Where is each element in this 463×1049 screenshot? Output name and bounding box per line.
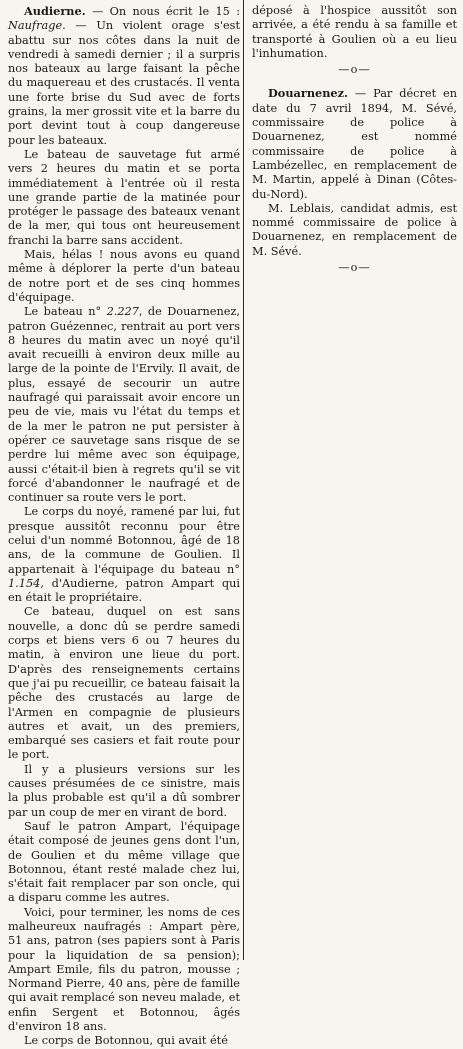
- p4-text-a: Le bateau n°: [24, 305, 107, 319]
- paragraph-victims: Voici, pour terminer, les noms de ces malheureux naufragés : Ampart père, 51 ans, patron (ses papiers sont à Paris pour la liquidation de sa pension); Ampart Emile, fils du patron, mousse ; Normand Pierre, 40 ans, père de famille qui avait remplacé son neveu malade, et enfin Sergent et Botonnou, âgés d'environ 18 ans.: [8, 905, 240, 1034]
- audierne-heading: Audierne.: [24, 4, 86, 18]
- leblais-paragraph: M. Leblais, candidat admis, est nommé commissaire de police à Douarnenez, en remplacement de M. Sévé.: [252, 201, 457, 258]
- paragraph-loss: Mais, hélas ! nous avons eu quand même à déplorer la perte d'un bateau de notre port et de ses cinq hommes d'équipage.: [8, 248, 240, 304]
- douarnenez-text: — Par décret en date du 7 avril 1894, M. Sévé, commissaire de police à Douarnenez, est nommé commissaire de police à Lambézellec, en remplacement de M. Martin, appelé à Dinan (Côtes-du-Nord).: [252, 87, 457, 201]
- audierne-text: . — Un violent orage s'est abattu sur nos côtes dans la nuit de vendredi à samedi dernier ; il a surpris nos bateaux au large faisant la pêche du maquereau et des crustacés. Il venta une forte brise du Sud avec de forts grains, la mer grossit vite et la barre du port devint tout à coup dangereuse pour les bateaux.: [8, 19, 240, 147]
- paragraph-botonnou: Le corps de Botonnou, qui avait été: [24, 1034, 228, 1048]
- column-divider: [243, 0, 244, 960]
- boat-number-2227: 2.227: [106, 305, 139, 319]
- paragraph-boat-2227: [8, 305, 240, 505]
- left-column: [8, 4, 240, 1049]
- paragraph-boat-lost: Ce bateau, duquel on est sans nouvelle, a donc dû se perdre samedi corps et biens vers 6 ou 7 heures du matin, à environ une lieue du port. D'après des renseignements certains que j'ai pu recueillir, ce bateau faisait la pêche des crustacés au large de l'Armen en compagnie de plusieurs autres et avait, un des premiers, embarqué ses casiers et fait route pour le port.: [8, 605, 240, 762]
- douarnenez-heading: Douarnenez.: [268, 86, 348, 101]
- paragraph-lifeboat: Le bateau de sauvetage fut armé vers 2 heures du matin et se porta immédiatement à l'entrée où il resta une grande partie de la matinée pour protéger le passage des bateaux venant de la mer, qui tous ont heureusement franchi la barre sans accident.: [8, 147, 240, 247]
- paragraph-body-found: [8, 505, 240, 605]
- naufrage-subtitle: Naufrage: [8, 19, 63, 33]
- boat-number-1154: 1.154: [8, 576, 41, 590]
- audierne-dateline: — On nous écrit le 15 :: [85, 5, 240, 18]
- continuation-paragraph: déposé à l'hospice aussitôt son arrivée, a été rendu à sa famille et transporté à Goulien où a eu lieu l'inhumation.: [252, 4, 457, 60]
- right-column: [252, 4, 457, 279]
- p4-text-b: , de Douarnenez, patron Guézennec, rentrait au port vers 8 heures du matin avec un noyé qu'il avait recueilli à environ deux mille au large de la pointe de l'Ervily. Il avait, de plus, essayé de secourir un autre naufragé qui paraissait avoir encore un peu de vie, mais vu l'état du temps et de la mer le patron ne put persister à opérer ce sauvetage sans risque de se perdre lui même avec son équipage, aussi c'était-il bien à regrets qu'il se vit forcé d'abandonner le naufragé et de continuer sa route vers le port.: [8, 305, 240, 505]
- paragraph-causes: Il y a plusieurs versions sur les causes présumées de ce sinistre, mais la plus probable est qu'il a dû sombrer par un coup de mer en virant de bord.: [8, 762, 240, 819]
- p5-text-b: , d'Audierne, patron Ampart qui en était le propriétaire.: [8, 576, 240, 605]
- douarnenez-paragraph: [252, 86, 457, 201]
- paragraph-crew: Sauf le patron Ampart, l'équipage était composé de jeunes gens dont l'un, de Goulien et du même village que Botonnou, étant resté malade chez lui, s'était fait remplacer par son oncle, qui a disparu comme les autres.: [8, 819, 240, 905]
- separator-end: —o—: [338, 261, 371, 275]
- p5-text-a: Le corps du noyé, ramené par lui, fut presque aussitôt reconnu pour être celui d'un nommé Botonnou, âgé de 18 ans, de la commune de Goulien. Il appartenait à l'équipage du bateau n°: [8, 505, 240, 576]
- separator: —o—: [338, 63, 371, 77]
- audierne-paragraph: [8, 4, 240, 148]
